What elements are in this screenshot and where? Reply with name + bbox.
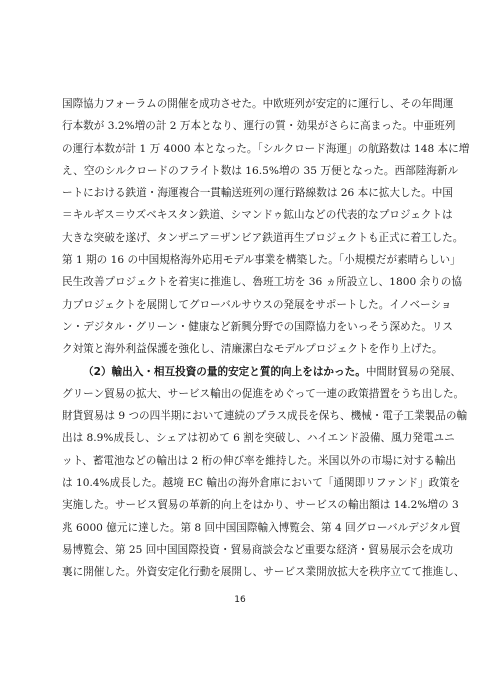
paragraph-line: 実施した。サービス貿易の革新的向上をはかり、サービスの輸出額は 14.2%増の 3	[62, 499, 459, 512]
paragraph-line: ＝キルギス＝ウズベキスタン鉄道、シマンドゥ鉱山などの代表的なプロジェクトは	[62, 209, 453, 222]
paragraph-line: 財貨貿易は 9 つの四半期において連続のプラス成長を保ち、機械・電子工業製品の輸	[62, 410, 468, 423]
section-first-line-rest: 中間財貿易の発展、	[365, 365, 462, 378]
paragraph-line: は 10.4%成長した。越境 EC 輸出の海外倉庫において「通関即リファンド」政策を	[62, 477, 461, 490]
section-first-line	[62, 361, 462, 383]
paragraph-line: え、空のシルクロードのフライト数は 16.5%増の 35 万便となった。西部陸海新ル	[62, 164, 459, 177]
paragraph-line: ートにおける鉄道・海運複合一貫輸送班列の運行路線数は 26 本に拡大した。中国	[62, 187, 453, 200]
paragraph-line: 裏に開催した。外資安定化行動を展開し、サービス業開放拡大を秩序立てて推進し、	[62, 566, 465, 579]
paragraph-line: 兆 6000 億元に達した。第 8 回中国国際輸入博覧会、第 4 回グローバルデジタル貿	[62, 521, 461, 534]
paragraph-line: 国際協力フォーラムの開催を成功させた。中欧班列が安定的に運行し、その年間運	[62, 98, 454, 110]
body-text	[62, 93, 470, 584]
paragraph-line: の運行本数が計 1 万 4000 本となった。「シルクロード海運」の航路数は 148 本に増	[62, 142, 470, 155]
paragraph-line: ン・デジタル・グリーン・健康など新興分野での国際協力をいっそう深めた。リス	[62, 320, 453, 333]
paragraph-line: グリーン貿易の拡大、サービス輸出の促進をめぐって一連の政策措置をうち出した。	[62, 387, 465, 400]
paragraph-line: 大きな突破を遂げ、タンザニア＝ザンビア鉄道再生プロジェクトも正式に着工した。	[62, 231, 464, 244]
paragraph-line: 第 1 期の 16 の中国規格海外応用モデル事業を構築した。「小規模だが素晴らしい」	[62, 254, 461, 267]
paragraph-line: 力プロジェクトを展開してグローバルサウスの発展をサポートした。イノベーショ	[62, 298, 452, 311]
paragraph-line: 易博覧会、第 25 回中国国際投資・貿易商談会など重要な経済・貿易展示会を成功	[62, 543, 453, 556]
paragraph-line: ット、蓄電池などの輸出は 2 桁の伸び率を維持した。米国以外の市場に対する輸出	[62, 454, 456, 467]
paragraph-line: 行本数が 3.2%増の計 2 万本となり、運行の質・効果がさらに高まった。中亜班列	[62, 120, 456, 133]
page-number: 16	[234, 595, 246, 605]
paragraph-line: ク対策と海外利益保護を強化し、清廉潔白なモデルプロジェクトを作り上げた。	[62, 343, 443, 356]
section-heading: （2）輸出入・相互投資の量的安定と質的向上をはかった。	[83, 365, 366, 378]
paragraph-line: 民生改善プロジェクトを着実に推進し、魯班工坊を 36 ヵ所設立し、1800 余りの協	[62, 276, 462, 289]
paragraph-line: 出は 8.9%成長し、シェアは初めて 6 割を突破し、ハイエンド設備、風力発電ユニ	[62, 432, 455, 445]
